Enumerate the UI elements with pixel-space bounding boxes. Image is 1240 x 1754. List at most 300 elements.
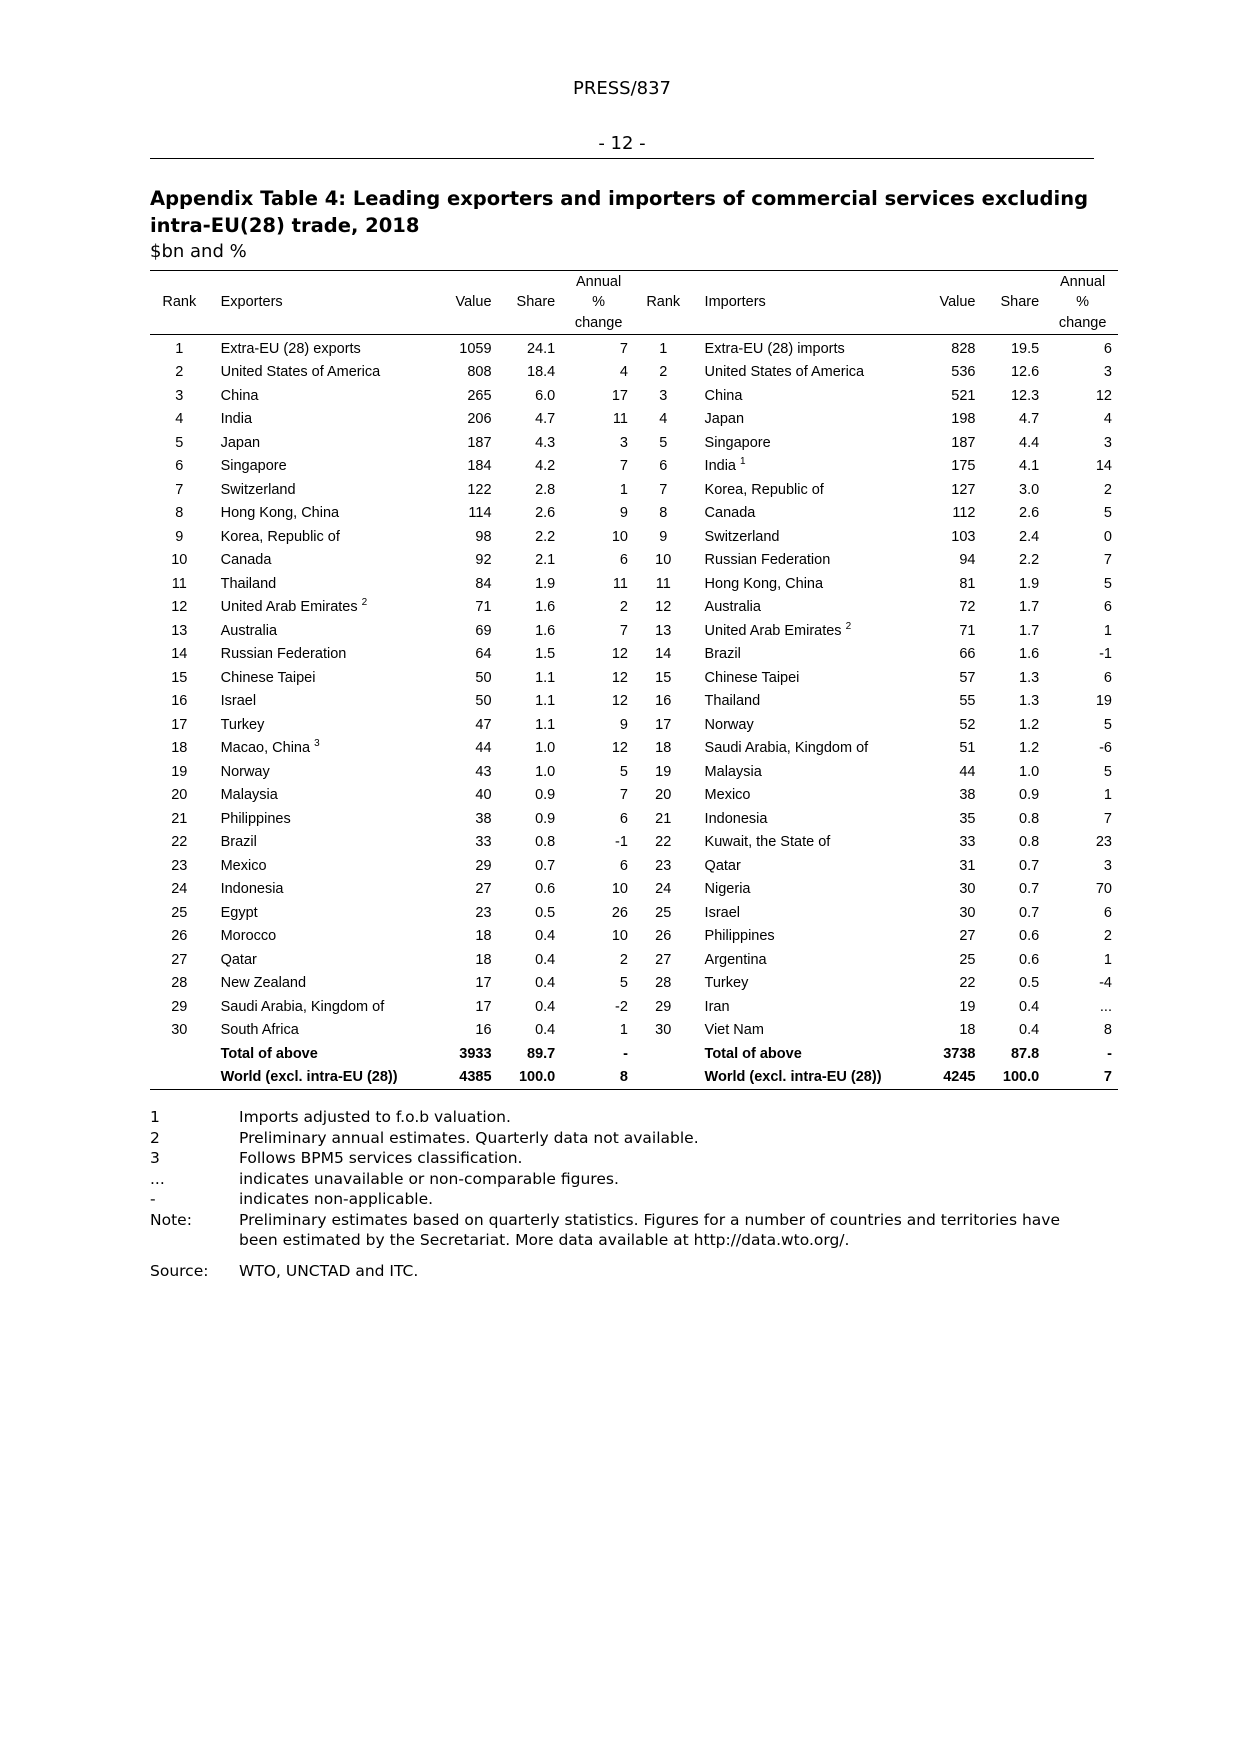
exporter-value-text: 23 bbox=[475, 904, 492, 921]
exporter-rank bbox=[150, 1066, 209, 1090]
importer-rank-text: 17 bbox=[655, 716, 672, 733]
exporter-change bbox=[565, 784, 634, 808]
exporter-change-text: 6 bbox=[619, 810, 628, 827]
importer-change bbox=[1049, 878, 1118, 902]
importer-share-text: 0.8 bbox=[1019, 834, 1040, 851]
importer-rank-text: 19 bbox=[655, 763, 672, 780]
importer-change bbox=[1049, 737, 1118, 761]
exporter-change-text: - bbox=[623, 1045, 628, 1062]
importer-share bbox=[979, 1042, 1049, 1066]
exporter-share-text: 0.6 bbox=[535, 881, 556, 898]
exporter-value-text: 69 bbox=[475, 622, 492, 639]
importer-change bbox=[1049, 549, 1118, 573]
exporter-share bbox=[496, 431, 566, 455]
importer-share-text: 0.6 bbox=[1019, 928, 1040, 945]
importer-share bbox=[979, 1066, 1049, 1090]
exporter-value-text: 43 bbox=[475, 763, 492, 780]
table-row bbox=[150, 408, 1118, 432]
importer-value bbox=[921, 1019, 980, 1043]
importer-name bbox=[693, 948, 921, 972]
exporter-value-text: 3933 bbox=[459, 1045, 492, 1062]
importer-change-text: -6 bbox=[1099, 740, 1112, 757]
exporter-name bbox=[209, 643, 437, 667]
exporter-rank bbox=[150, 784, 209, 808]
importer-share-text: 87.8 bbox=[1010, 1045, 1040, 1062]
importer-share bbox=[979, 948, 1049, 972]
exporter-rank-text: 22 bbox=[171, 834, 188, 851]
col-header-annual-change bbox=[1049, 271, 1118, 335]
table-row bbox=[150, 1019, 1118, 1043]
importer-change bbox=[1049, 690, 1118, 714]
importer-change bbox=[1049, 666, 1118, 690]
importer-change-text: 4 bbox=[1103, 411, 1112, 428]
col-header-importers: Importers bbox=[704, 294, 766, 311]
exporter-rank bbox=[150, 995, 209, 1019]
importer-change bbox=[1049, 831, 1118, 855]
importer-rank-text: 24 bbox=[655, 881, 672, 898]
trade-table bbox=[150, 270, 1118, 1090]
exporter-name bbox=[209, 478, 437, 502]
importer-name-text: World (excl. intra-EU (28)) bbox=[704, 1069, 882, 1086]
exporter-name-text: Norway bbox=[220, 763, 270, 780]
exporter-value-text: 18 bbox=[475, 928, 492, 945]
importer-name bbox=[693, 901, 921, 925]
exporter-name-text: Japan bbox=[220, 434, 261, 451]
exporter-share-text: 89.7 bbox=[527, 1045, 556, 1062]
importer-name-text: United Arab Emirates bbox=[704, 622, 842, 639]
exporter-share bbox=[496, 1066, 566, 1090]
exporter-name bbox=[209, 690, 437, 714]
exporter-change-text: 6 bbox=[619, 857, 628, 874]
exporter-change bbox=[565, 666, 634, 690]
col-header-annual-line2: % bbox=[1076, 294, 1090, 311]
importer-value-text: 18 bbox=[959, 1022, 976, 1039]
table-row bbox=[150, 619, 1118, 643]
importer-share bbox=[979, 549, 1049, 573]
importer-value-text: 35 bbox=[959, 810, 976, 827]
exporter-rank bbox=[150, 335, 209, 361]
footnote-mark: 3 bbox=[150, 1149, 160, 1167]
exporter-share-text: 4.2 bbox=[535, 458, 556, 475]
exporter-rank bbox=[150, 948, 209, 972]
exporter-share-text: 100.0 bbox=[518, 1069, 556, 1086]
importer-rank-text: 18 bbox=[655, 740, 672, 757]
exporter-rank bbox=[150, 431, 209, 455]
exporter-change bbox=[565, 525, 634, 549]
importer-value bbox=[921, 478, 980, 502]
footnote-ref: 2 bbox=[845, 620, 852, 632]
importer-name-text: Argentina bbox=[704, 951, 767, 968]
exporter-change bbox=[565, 1019, 634, 1043]
importer-name bbox=[693, 431, 921, 455]
exporter-rank-text: 17 bbox=[171, 716, 188, 733]
importer-name bbox=[693, 666, 921, 690]
importer-change-text: 2 bbox=[1103, 481, 1112, 498]
exporter-rank-text: 7 bbox=[175, 481, 184, 498]
exporter-name-text: United States of America bbox=[220, 364, 381, 381]
exporter-value-text: 206 bbox=[467, 411, 492, 428]
header-rule bbox=[150, 158, 1094, 159]
exporter-rank bbox=[150, 478, 209, 502]
importer-value-text: 19 bbox=[959, 998, 976, 1015]
exporter-name-text: Switzerland bbox=[220, 481, 296, 498]
importer-change-text: 23 bbox=[1095, 834, 1112, 851]
importer-change bbox=[1049, 643, 1118, 667]
exporter-change-text: 7 bbox=[619, 622, 628, 639]
exporter-value-text: 84 bbox=[475, 575, 492, 592]
importer-share-text: 2.4 bbox=[1019, 528, 1040, 545]
exporter-rank-text: 24 bbox=[171, 881, 188, 898]
exporter-value bbox=[437, 854, 496, 878]
exporter-name bbox=[209, 948, 437, 972]
exporter-name-text: Canada bbox=[220, 552, 272, 569]
importer-rank bbox=[634, 854, 693, 878]
exporter-rank bbox=[150, 361, 209, 385]
exporter-name-text: India bbox=[220, 411, 253, 428]
exporter-name-text: Qatar bbox=[220, 951, 257, 968]
exporter-name bbox=[209, 995, 437, 1019]
importer-share-text: 4.1 bbox=[1019, 458, 1040, 475]
exporter-share-text: 0.9 bbox=[535, 787, 556, 804]
exporter-share bbox=[496, 525, 566, 549]
table-row bbox=[150, 760, 1118, 784]
importer-change-text: 7 bbox=[1103, 810, 1112, 827]
table-row bbox=[150, 455, 1118, 479]
exporter-name-text: Brazil bbox=[220, 834, 257, 851]
importer-change-text: 1 bbox=[1103, 951, 1112, 968]
exporter-name-text: United Arab Emirates bbox=[220, 599, 358, 616]
importer-value-text: 94 bbox=[959, 552, 976, 569]
importer-share bbox=[979, 335, 1049, 361]
exporter-value bbox=[437, 807, 496, 831]
importer-name-text: Philippines bbox=[704, 928, 775, 945]
exporter-value bbox=[437, 478, 496, 502]
importer-rank-text: 29 bbox=[655, 998, 672, 1015]
exporter-rank bbox=[150, 525, 209, 549]
importer-change bbox=[1049, 384, 1118, 408]
importer-change-text: 3 bbox=[1103, 434, 1112, 451]
importer-value bbox=[921, 361, 980, 385]
source-text: WTO, UNCTAD and ITC. bbox=[239, 1261, 419, 1280]
exporter-rank-text: 12 bbox=[171, 599, 188, 616]
importer-share-text: 0.4 bbox=[1019, 998, 1040, 1015]
importer-rank bbox=[634, 784, 693, 808]
table-row bbox=[150, 854, 1118, 878]
exporter-value bbox=[437, 643, 496, 667]
exporter-name-text: Morocco bbox=[220, 928, 277, 945]
exporter-value bbox=[437, 572, 496, 596]
exporter-share-text: 0.4 bbox=[535, 975, 556, 992]
exporter-change bbox=[565, 737, 634, 761]
exporter-share bbox=[496, 1019, 566, 1043]
importer-share-text: 1.7 bbox=[1019, 599, 1040, 616]
exporter-name-text: World (excl. intra-EU (28)) bbox=[220, 1069, 398, 1086]
table-row bbox=[150, 335, 1118, 361]
importer-rank bbox=[634, 525, 693, 549]
exporter-change-text: 5 bbox=[619, 763, 628, 780]
importer-change-text: 6 bbox=[1103, 669, 1112, 686]
exporter-share-text: 1.9 bbox=[535, 575, 556, 592]
exporter-name-text: Egypt bbox=[220, 904, 258, 921]
importer-share-text: 3.0 bbox=[1019, 481, 1040, 498]
exporter-rank bbox=[150, 549, 209, 573]
importer-change bbox=[1049, 1066, 1118, 1090]
importer-share bbox=[979, 1019, 1049, 1043]
importer-rank-text: 28 bbox=[655, 975, 672, 992]
importer-rank-text: 27 bbox=[655, 951, 672, 968]
exporter-name-text: Thailand bbox=[220, 575, 277, 592]
exporter-change bbox=[565, 760, 634, 784]
exporter-change-text: 2 bbox=[619, 599, 628, 616]
exporter-share bbox=[496, 1042, 566, 1066]
importer-share-text: 0.9 bbox=[1019, 787, 1040, 804]
importer-name bbox=[693, 408, 921, 432]
importer-value-text: 33 bbox=[959, 834, 976, 851]
importer-value-text: 828 bbox=[951, 340, 976, 357]
exporter-rank-text: 21 bbox=[171, 810, 188, 827]
importer-value-text: 71 bbox=[959, 622, 976, 639]
col-header-share: Share bbox=[1000, 294, 1040, 311]
exporter-share-text: 18.4 bbox=[527, 364, 556, 381]
exporter-change-text: 10 bbox=[611, 928, 628, 945]
exporter-change-text: 8 bbox=[619, 1069, 628, 1086]
importer-value bbox=[921, 666, 980, 690]
exporter-name bbox=[209, 925, 437, 949]
exporter-name-text: South Africa bbox=[220, 1022, 299, 1039]
importer-share bbox=[979, 878, 1049, 902]
importer-share bbox=[979, 502, 1049, 526]
exporter-rank bbox=[150, 572, 209, 596]
exporter-change-text: 9 bbox=[619, 716, 628, 733]
exporter-value bbox=[437, 384, 496, 408]
importer-change bbox=[1049, 431, 1118, 455]
exporter-value-text: 1059 bbox=[459, 340, 492, 357]
exporter-name bbox=[209, 760, 437, 784]
exporter-change bbox=[565, 431, 634, 455]
exporter-name bbox=[209, 431, 437, 455]
importer-rank bbox=[634, 995, 693, 1019]
exporter-rank-text: 8 bbox=[175, 505, 184, 522]
exporter-change-text: 7 bbox=[619, 458, 628, 475]
importer-change bbox=[1049, 713, 1118, 737]
importer-change-text: 14 bbox=[1095, 458, 1112, 475]
importer-name bbox=[693, 995, 921, 1019]
importer-share-text: 1.3 bbox=[1019, 693, 1040, 710]
exporter-change-text: 4 bbox=[619, 364, 628, 381]
importer-change bbox=[1049, 525, 1118, 549]
table-row bbox=[150, 690, 1118, 714]
total-row bbox=[150, 1066, 1118, 1090]
importer-rank-text: 22 bbox=[655, 834, 672, 851]
importer-name-text: Switzerland bbox=[704, 528, 780, 545]
exporter-rank bbox=[150, 831, 209, 855]
exporter-rank-text: 25 bbox=[171, 904, 188, 921]
importer-name bbox=[693, 1042, 921, 1066]
importer-rank-text: 1 bbox=[659, 340, 668, 357]
exporter-value bbox=[437, 690, 496, 714]
exporter-name bbox=[209, 737, 437, 761]
exporter-change-text: 12 bbox=[611, 693, 628, 710]
exporter-value bbox=[437, 1042, 496, 1066]
exporter-change-text: 2 bbox=[619, 951, 628, 968]
importer-change-text: 5 bbox=[1103, 716, 1112, 733]
importer-name-text: Korea, Republic of bbox=[704, 481, 824, 498]
importer-value bbox=[921, 549, 980, 573]
exporter-name-text: Indonesia bbox=[220, 881, 284, 898]
exporter-change-text: 1 bbox=[619, 1022, 628, 1039]
exporter-name-text: Malaysia bbox=[220, 787, 278, 804]
exporter-name-text: Singapore bbox=[220, 458, 287, 475]
exporter-change bbox=[565, 549, 634, 573]
exporter-rank bbox=[150, 901, 209, 925]
importer-name-text: Russian Federation bbox=[704, 552, 831, 569]
importer-name-text: Turkey bbox=[704, 975, 749, 992]
exporter-share-text: 1.1 bbox=[535, 669, 556, 686]
exporter-change bbox=[565, 807, 634, 831]
importer-name bbox=[693, 713, 921, 737]
exporter-value-text: 98 bbox=[475, 528, 492, 545]
exporter-value-text: 114 bbox=[468, 505, 492, 522]
importer-rank-text: 30 bbox=[655, 1022, 672, 1039]
exporter-change-text: 12 bbox=[611, 669, 628, 686]
footnote-item bbox=[150, 1189, 1094, 1210]
importer-value-text: 57 bbox=[959, 669, 976, 686]
importer-change-text: ... bbox=[1099, 998, 1112, 1015]
exporter-name bbox=[209, 807, 437, 831]
exporter-share bbox=[496, 831, 566, 855]
footnote-ref: 2 bbox=[361, 597, 368, 609]
importer-name-text: Australia bbox=[704, 599, 761, 616]
exporter-value-text: 40 bbox=[475, 787, 492, 804]
importer-share bbox=[979, 807, 1049, 831]
exporter-share-text: 2.2 bbox=[535, 528, 556, 545]
exporter-change-text: 17 bbox=[611, 387, 628, 404]
exporter-rank-text: 4 bbox=[175, 411, 184, 428]
exporter-value bbox=[437, 901, 496, 925]
exporter-share-text: 2.1 bbox=[535, 552, 556, 569]
importer-value bbox=[921, 784, 980, 808]
exporter-share bbox=[496, 784, 566, 808]
table-row bbox=[150, 807, 1118, 831]
importer-rank-text: 25 bbox=[655, 904, 672, 921]
importer-value bbox=[921, 502, 980, 526]
importer-share-text: 1.0 bbox=[1019, 763, 1040, 780]
importer-value bbox=[921, 760, 980, 784]
importer-value bbox=[921, 619, 980, 643]
exporter-name bbox=[209, 972, 437, 996]
importer-value bbox=[921, 1066, 980, 1090]
exporter-rank bbox=[150, 760, 209, 784]
importer-name bbox=[693, 737, 921, 761]
importer-share-text: 0.8 bbox=[1019, 810, 1040, 827]
importer-change-text: 5 bbox=[1103, 575, 1112, 592]
importer-share-text: 1.7 bbox=[1019, 622, 1040, 639]
exporter-share-text: 2.6 bbox=[535, 505, 556, 522]
exporter-rank-text: 29 bbox=[171, 998, 188, 1015]
importer-rank bbox=[634, 384, 693, 408]
table-row bbox=[150, 995, 1118, 1019]
importer-share-text: 4.4 bbox=[1019, 434, 1040, 451]
exporter-change-text: 9 bbox=[619, 505, 628, 522]
exporter-name bbox=[209, 502, 437, 526]
exporter-name bbox=[209, 455, 437, 479]
footnote-ref: 1 bbox=[740, 456, 746, 468]
exporter-change-text: 5 bbox=[619, 975, 628, 992]
importer-name-text: Qatar bbox=[704, 857, 741, 874]
importer-change-text: 3 bbox=[1103, 364, 1112, 381]
importer-value bbox=[921, 878, 980, 902]
importer-name bbox=[693, 1019, 921, 1043]
exporter-value bbox=[437, 995, 496, 1019]
importer-change-text: 5 bbox=[1103, 505, 1112, 522]
importer-name bbox=[693, 878, 921, 902]
importer-share-text: 1.2 bbox=[1019, 740, 1040, 757]
importer-share bbox=[979, 619, 1049, 643]
exporter-name-text: Korea, Republic of bbox=[220, 528, 340, 545]
importer-name-text: Kuwait, the State of bbox=[704, 834, 831, 851]
importer-share-text: 1.2 bbox=[1019, 716, 1040, 733]
table-row bbox=[150, 525, 1118, 549]
importer-share-text: 0.7 bbox=[1019, 881, 1040, 898]
importer-change-text: 6 bbox=[1103, 904, 1112, 921]
importer-share-text: 0.5 bbox=[1019, 975, 1040, 992]
importer-value bbox=[921, 690, 980, 714]
importer-name-text: India bbox=[704, 458, 736, 475]
importer-rank-text: 23 bbox=[655, 857, 672, 874]
importer-share bbox=[979, 572, 1049, 596]
importer-value-text: 4245 bbox=[943, 1069, 976, 1086]
exporter-value-text: 64 bbox=[475, 646, 492, 663]
importer-share bbox=[979, 901, 1049, 925]
exporter-name-text: Hong Kong, China bbox=[220, 505, 340, 522]
table-row bbox=[150, 878, 1118, 902]
importer-name bbox=[693, 831, 921, 855]
exporter-rank bbox=[150, 1019, 209, 1043]
exporter-change-text: 3 bbox=[619, 434, 628, 451]
exporter-change-text: 7 bbox=[619, 340, 628, 357]
exporter-rank-text: 15 bbox=[171, 669, 188, 686]
exporter-name bbox=[209, 384, 437, 408]
importer-name bbox=[693, 690, 921, 714]
importer-value bbox=[921, 737, 980, 761]
exporter-change bbox=[565, 878, 634, 902]
footnotes bbox=[150, 1107, 1094, 1281]
col-header-value: Value bbox=[455, 294, 492, 311]
exporter-change bbox=[565, 690, 634, 714]
table-row bbox=[150, 643, 1118, 667]
table-row bbox=[150, 831, 1118, 855]
importer-rank bbox=[634, 807, 693, 831]
importer-rank bbox=[634, 335, 693, 361]
importer-change-text: 3 bbox=[1103, 857, 1112, 874]
exporter-share bbox=[496, 408, 566, 432]
importer-rank-text: 6 bbox=[659, 458, 668, 475]
importer-change bbox=[1049, 901, 1118, 925]
exporter-rank bbox=[150, 408, 209, 432]
exporter-share bbox=[496, 713, 566, 737]
exporter-rank-text: 10 bbox=[171, 552, 188, 569]
importer-change bbox=[1049, 408, 1118, 432]
importer-value bbox=[921, 384, 980, 408]
importer-share bbox=[979, 972, 1049, 996]
importer-rank bbox=[634, 1042, 693, 1066]
exporter-share bbox=[496, 596, 566, 620]
footnote-item bbox=[150, 1210, 1094, 1251]
importer-rank-text: 20 bbox=[655, 787, 672, 804]
importer-change-text: 2 bbox=[1103, 928, 1112, 945]
exporter-change bbox=[565, 995, 634, 1019]
exporter-value-text: 44 bbox=[475, 740, 492, 757]
